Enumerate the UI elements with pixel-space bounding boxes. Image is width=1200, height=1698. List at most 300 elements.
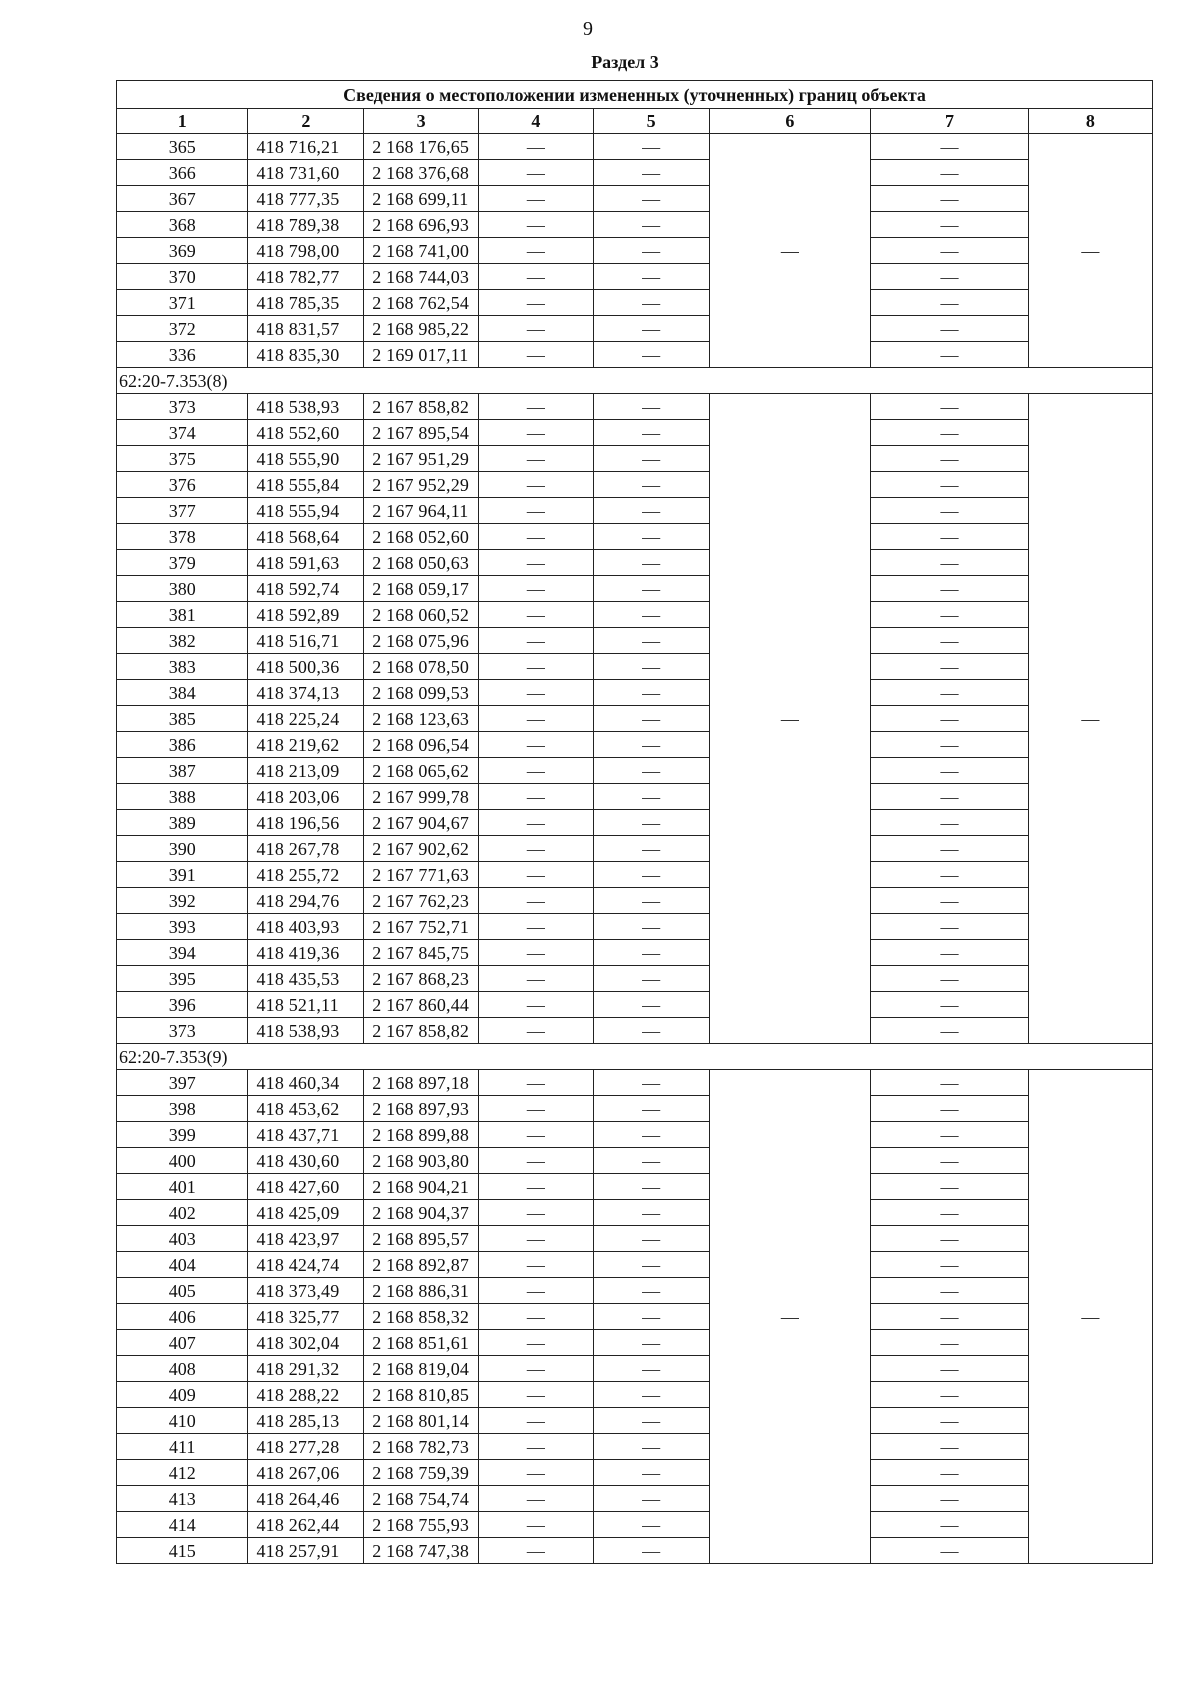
- col7-dash-cell: —: [871, 1486, 1029, 1512]
- column-number-row: [117, 109, 1153, 134]
- table-row: [117, 914, 1153, 940]
- table-row: [117, 1512, 1153, 1538]
- col4-dash-cell: —: [478, 1460, 593, 1486]
- point-number-cell: 406: [117, 1304, 248, 1330]
- col4-dash-cell: —: [478, 1278, 593, 1304]
- table-row: [117, 186, 1153, 212]
- x-coordinate-cell: 418 785,35: [248, 290, 364, 316]
- y-coordinate-cell: 2 167 858,82: [364, 1018, 479, 1044]
- y-coordinate-cell: 2 168 892,87: [364, 1252, 479, 1278]
- col7-dash-cell: —: [871, 1278, 1029, 1304]
- point-number-cell: 365: [117, 134, 248, 160]
- table-row: [117, 1096, 1153, 1122]
- col4-dash-cell: —: [478, 446, 593, 472]
- table-row: [117, 810, 1153, 836]
- x-coordinate-cell: 418 374,13: [248, 680, 364, 706]
- y-coordinate-cell: 2 167 860,44: [364, 992, 479, 1018]
- table-row: [117, 134, 1153, 160]
- col5-dash-cell: —: [593, 342, 709, 368]
- table-row: [117, 1148, 1153, 1174]
- table-row: [117, 784, 1153, 810]
- col7-dash-cell: —: [871, 680, 1029, 706]
- col5-dash-cell: —: [593, 498, 709, 524]
- col4-dash-cell: —: [478, 1304, 593, 1330]
- y-coordinate-cell: 2 168 754,74: [364, 1486, 479, 1512]
- y-coordinate-cell: 2 168 075,96: [364, 628, 479, 654]
- y-coordinate-cell: 2 168 744,03: [364, 264, 479, 290]
- y-coordinate-cell: 2 167 904,67: [364, 810, 479, 836]
- point-number-cell: 392: [117, 888, 248, 914]
- col5-dash-cell: —: [593, 212, 709, 238]
- col7-dash-cell: —: [871, 420, 1029, 446]
- y-coordinate-cell: 2 168 899,88: [364, 1122, 479, 1148]
- table-row: [117, 706, 1153, 732]
- table-row: [117, 212, 1153, 238]
- x-coordinate-cell: 418 777,35: [248, 186, 364, 212]
- y-coordinate-cell: 2 168 858,32: [364, 1304, 479, 1330]
- x-coordinate-cell: 418 267,06: [248, 1460, 364, 1486]
- col4-dash-cell: —: [478, 706, 593, 732]
- point-number-cell: 395: [117, 966, 248, 992]
- col7-dash-cell: —: [871, 1460, 1029, 1486]
- col4-dash-cell: —: [478, 1070, 593, 1096]
- column-number: 5: [593, 109, 709, 134]
- page-number: 9: [583, 18, 593, 40]
- col7-dash-cell: —: [871, 1512, 1029, 1538]
- col4-dash-cell: —: [478, 784, 593, 810]
- col4-dash-cell: —: [478, 1200, 593, 1226]
- column-number: 3: [364, 109, 479, 134]
- col7-dash-cell: —: [871, 1252, 1029, 1278]
- point-number-cell: 369: [117, 238, 248, 264]
- col7-dash-cell: —: [871, 732, 1029, 758]
- x-coordinate-cell: 418 419,36: [248, 940, 364, 966]
- col7-dash-cell: —: [871, 914, 1029, 940]
- table-caption-row: [117, 81, 1153, 109]
- x-coordinate-cell: 418 435,53: [248, 966, 364, 992]
- col4-dash-cell: —: [478, 316, 593, 342]
- point-number-cell: 383: [117, 654, 248, 680]
- col5-dash-cell: —: [593, 1538, 709, 1564]
- col5-dash-cell: —: [593, 446, 709, 472]
- col6-merged-dash-cell: —: [709, 134, 871, 368]
- x-coordinate-cell: 418 538,93: [248, 1018, 364, 1044]
- col4-dash-cell: —: [478, 862, 593, 888]
- table-row: [117, 1434, 1153, 1460]
- col4-dash-cell: —: [478, 940, 593, 966]
- y-coordinate-cell: 2 168 903,80: [364, 1148, 479, 1174]
- y-coordinate-cell: 2 168 759,39: [364, 1460, 479, 1486]
- col7-dash-cell: —: [871, 1096, 1029, 1122]
- col5-dash-cell: —: [593, 524, 709, 550]
- y-coordinate-cell: 2 168 801,14: [364, 1408, 479, 1434]
- x-coordinate-cell: 418 225,24: [248, 706, 364, 732]
- col5-dash-cell: —: [593, 602, 709, 628]
- column-number: 7: [871, 109, 1029, 134]
- x-coordinate-cell: 418 453,62: [248, 1096, 364, 1122]
- x-coordinate-cell: 418 555,90: [248, 446, 364, 472]
- point-number-cell: 399: [117, 1122, 248, 1148]
- col7-dash-cell: —: [871, 836, 1029, 862]
- col7-dash-cell: —: [871, 134, 1029, 160]
- table-row: [117, 1486, 1153, 1512]
- col5-dash-cell: —: [593, 1304, 709, 1330]
- point-number-cell: 377: [117, 498, 248, 524]
- point-number-cell: 387: [117, 758, 248, 784]
- point-number-cell: 389: [117, 810, 248, 836]
- col7-dash-cell: —: [871, 784, 1029, 810]
- col5-dash-cell: —: [593, 628, 709, 654]
- point-number-cell: 375: [117, 446, 248, 472]
- col4-dash-cell: —: [478, 342, 593, 368]
- col5-dash-cell: —: [593, 966, 709, 992]
- col4-dash-cell: —: [478, 160, 593, 186]
- group-label: 62:20-7.353(9): [117, 1044, 1153, 1070]
- col5-dash-cell: —: [593, 316, 709, 342]
- table-row: [117, 394, 1153, 420]
- point-number-cell: 393: [117, 914, 248, 940]
- point-number-cell: 373: [117, 394, 248, 420]
- y-coordinate-cell: 2 168 078,50: [364, 654, 479, 680]
- col5-dash-cell: —: [593, 784, 709, 810]
- x-coordinate-cell: 418 203,06: [248, 784, 364, 810]
- col4-dash-cell: —: [478, 524, 593, 550]
- point-number-cell: 415: [117, 1538, 248, 1564]
- col7-dash-cell: —: [871, 1356, 1029, 1382]
- y-coordinate-cell: 2 167 762,23: [364, 888, 479, 914]
- col7-dash-cell: —: [871, 1330, 1029, 1356]
- table-row: [117, 160, 1153, 186]
- col4-dash-cell: —: [478, 1356, 593, 1382]
- col4-dash-cell: —: [478, 1382, 593, 1408]
- col7-dash-cell: —: [871, 1226, 1029, 1252]
- x-coordinate-cell: 418 425,09: [248, 1200, 364, 1226]
- col4-dash-cell: —: [478, 420, 593, 446]
- column-number: 8: [1028, 109, 1152, 134]
- x-coordinate-cell: 418 716,21: [248, 134, 364, 160]
- x-coordinate-cell: 418 302,04: [248, 1330, 364, 1356]
- x-coordinate-cell: 418 213,09: [248, 758, 364, 784]
- column-number: 6: [709, 109, 871, 134]
- col5-dash-cell: —: [593, 472, 709, 498]
- point-number-cell: 378: [117, 524, 248, 550]
- col4-dash-cell: —: [478, 576, 593, 602]
- table-row: [117, 1330, 1153, 1356]
- col8-merged-dash-cell: —: [1028, 134, 1152, 368]
- table-row: [117, 472, 1153, 498]
- col4-dash-cell: —: [478, 472, 593, 498]
- column-number: 4: [478, 109, 593, 134]
- col5-dash-cell: —: [593, 1486, 709, 1512]
- x-coordinate-cell: 418 516,71: [248, 628, 364, 654]
- table-row: [117, 550, 1153, 576]
- x-coordinate-cell: 418 592,74: [248, 576, 364, 602]
- point-number-cell: 336: [117, 342, 248, 368]
- group-label: 62:20-7.353(8): [117, 368, 1153, 394]
- col7-dash-cell: —: [871, 992, 1029, 1018]
- y-coordinate-cell: 2 167 999,78: [364, 784, 479, 810]
- point-number-cell: 373: [117, 1018, 248, 1044]
- y-coordinate-cell: 2 167 895,54: [364, 420, 479, 446]
- col5-dash-cell: —: [593, 1434, 709, 1460]
- col7-dash-cell: —: [871, 1382, 1029, 1408]
- col4-dash-cell: —: [478, 1538, 593, 1564]
- col5-dash-cell: —: [593, 862, 709, 888]
- col7-dash-cell: —: [871, 316, 1029, 342]
- x-coordinate-cell: 418 782,77: [248, 264, 364, 290]
- col5-dash-cell: —: [593, 186, 709, 212]
- y-coordinate-cell: 2 168 810,85: [364, 1382, 479, 1408]
- x-coordinate-cell: 418 285,13: [248, 1408, 364, 1434]
- table-row: [117, 1278, 1153, 1304]
- x-coordinate-cell: 418 568,64: [248, 524, 364, 550]
- table-row: [117, 238, 1153, 264]
- col4-dash-cell: —: [478, 628, 593, 654]
- point-number-cell: 410: [117, 1408, 248, 1434]
- y-coordinate-cell: 2 168 985,22: [364, 316, 479, 342]
- column-number: 2: [248, 109, 364, 134]
- col4-dash-cell: —: [478, 1122, 593, 1148]
- col4-dash-cell: —: [478, 1252, 593, 1278]
- table-row: [117, 1304, 1153, 1330]
- col7-dash-cell: —: [871, 888, 1029, 914]
- x-coordinate-cell: 418 373,49: [248, 1278, 364, 1304]
- col4-dash-cell: —: [478, 1096, 593, 1122]
- point-number-cell: 398: [117, 1096, 248, 1122]
- col7-dash-cell: —: [871, 1408, 1029, 1434]
- col4-dash-cell: —: [478, 212, 593, 238]
- x-coordinate-cell: 418 424,74: [248, 1252, 364, 1278]
- col7-dash-cell: —: [871, 212, 1029, 238]
- point-number-cell: 391: [117, 862, 248, 888]
- table-row: [117, 524, 1153, 550]
- col5-dash-cell: —: [593, 134, 709, 160]
- point-number-cell: 413: [117, 1486, 248, 1512]
- point-number-cell: 405: [117, 1278, 248, 1304]
- point-number-cell: 396: [117, 992, 248, 1018]
- y-coordinate-cell: 2 168 897,18: [364, 1070, 479, 1096]
- y-coordinate-cell: 2 168 762,54: [364, 290, 479, 316]
- col7-dash-cell: —: [871, 1122, 1029, 1148]
- col7-dash-cell: —: [871, 498, 1029, 524]
- y-coordinate-cell: 2 168 699,11: [364, 186, 479, 212]
- y-coordinate-cell: 2 167 752,71: [364, 914, 479, 940]
- col7-dash-cell: —: [871, 1434, 1029, 1460]
- table-row: [117, 1538, 1153, 1564]
- column-number: 1: [117, 109, 248, 134]
- col7-dash-cell: —: [871, 1148, 1029, 1174]
- col5-dash-cell: —: [593, 1252, 709, 1278]
- x-coordinate-cell: 418 521,11: [248, 992, 364, 1018]
- col5-dash-cell: —: [593, 1200, 709, 1226]
- table-row: [117, 1382, 1153, 1408]
- col8-merged-dash-cell: —: [1028, 394, 1152, 1044]
- col7-dash-cell: —: [871, 1304, 1029, 1330]
- col7-dash-cell: —: [871, 290, 1029, 316]
- section-title: Раздел 3: [591, 52, 659, 72]
- col7-dash-cell: —: [871, 342, 1029, 368]
- y-coordinate-cell: 2 168 052,60: [364, 524, 479, 550]
- x-coordinate-cell: 418 538,93: [248, 394, 364, 420]
- col5-dash-cell: —: [593, 940, 709, 966]
- x-coordinate-cell: 418 798,00: [248, 238, 364, 264]
- col4-dash-cell: —: [478, 1174, 593, 1200]
- y-coordinate-cell: 2 168 123,63: [364, 706, 479, 732]
- x-coordinate-cell: 418 294,76: [248, 888, 364, 914]
- x-coordinate-cell: 418 831,57: [248, 316, 364, 342]
- x-coordinate-cell: 418 460,34: [248, 1070, 364, 1096]
- point-number-cell: 382: [117, 628, 248, 654]
- y-coordinate-cell: 2 168 099,53: [364, 680, 479, 706]
- col4-dash-cell: —: [478, 810, 593, 836]
- col7-dash-cell: —: [871, 550, 1029, 576]
- group-label-row: [117, 1044, 1153, 1070]
- col5-dash-cell: —: [593, 758, 709, 784]
- col5-dash-cell: —: [593, 1148, 709, 1174]
- col5-dash-cell: —: [593, 654, 709, 680]
- col4-dash-cell: —: [478, 550, 593, 576]
- table-row: [117, 1408, 1153, 1434]
- table-row: [117, 316, 1153, 342]
- col5-dash-cell: —: [593, 1122, 709, 1148]
- x-coordinate-cell: 418 262,44: [248, 1512, 364, 1538]
- col4-dash-cell: —: [478, 498, 593, 524]
- x-coordinate-cell: 418 835,30: [248, 342, 364, 368]
- col7-dash-cell: —: [871, 186, 1029, 212]
- point-number-cell: 370: [117, 264, 248, 290]
- col4-dash-cell: —: [478, 758, 593, 784]
- col5-dash-cell: —: [593, 1278, 709, 1304]
- col5-dash-cell: —: [593, 732, 709, 758]
- table-row: [117, 1356, 1153, 1382]
- col5-dash-cell: —: [593, 576, 709, 602]
- table-row: [117, 1460, 1153, 1486]
- col7-dash-cell: —: [871, 758, 1029, 784]
- y-coordinate-cell: 2 168 050,63: [364, 550, 479, 576]
- y-coordinate-cell: 2 168 741,00: [364, 238, 479, 264]
- table-row: [117, 940, 1153, 966]
- col7-dash-cell: —: [871, 706, 1029, 732]
- table-row: [117, 732, 1153, 758]
- y-coordinate-cell: 2 168 060,52: [364, 602, 479, 628]
- y-coordinate-cell: 2 168 096,54: [364, 732, 479, 758]
- y-coordinate-cell: 2 168 176,65: [364, 134, 479, 160]
- x-coordinate-cell: 418 555,94: [248, 498, 364, 524]
- col4-dash-cell: —: [478, 654, 593, 680]
- col7-dash-cell: —: [871, 238, 1029, 264]
- col5-dash-cell: —: [593, 1070, 709, 1096]
- table-row: [117, 758, 1153, 784]
- col8-merged-dash-cell: —: [1028, 1070, 1152, 1564]
- x-coordinate-cell: 418 267,78: [248, 836, 364, 862]
- table-row: [117, 1200, 1153, 1226]
- col4-dash-cell: —: [478, 290, 593, 316]
- col4-dash-cell: —: [478, 732, 593, 758]
- y-coordinate-cell: 2 168 895,57: [364, 1226, 479, 1252]
- col5-dash-cell: —: [593, 1174, 709, 1200]
- y-coordinate-cell: 2 167 952,29: [364, 472, 479, 498]
- col4-dash-cell: —: [478, 836, 593, 862]
- x-coordinate-cell: 418 552,60: [248, 420, 364, 446]
- col4-dash-cell: —: [478, 1226, 593, 1252]
- col4-dash-cell: —: [478, 914, 593, 940]
- y-coordinate-cell: 2 168 897,93: [364, 1096, 479, 1122]
- point-number-cell: 397: [117, 1070, 248, 1096]
- table-row: [117, 966, 1153, 992]
- x-coordinate-cell: 418 423,97: [248, 1226, 364, 1252]
- x-coordinate-cell: 418 430,60: [248, 1148, 364, 1174]
- x-coordinate-cell: 418 731,60: [248, 160, 364, 186]
- col5-dash-cell: —: [593, 1018, 709, 1044]
- y-coordinate-cell: 2 167 951,29: [364, 446, 479, 472]
- y-coordinate-cell: 2 168 851,61: [364, 1330, 479, 1356]
- x-coordinate-cell: 418 264,46: [248, 1486, 364, 1512]
- y-coordinate-cell: 2 168 065,62: [364, 758, 479, 784]
- x-coordinate-cell: 418 257,91: [248, 1538, 364, 1564]
- col7-dash-cell: —: [871, 810, 1029, 836]
- x-coordinate-cell: 418 255,72: [248, 862, 364, 888]
- col6-merged-dash-cell: —: [709, 394, 871, 1044]
- col5-dash-cell: —: [593, 706, 709, 732]
- y-coordinate-cell: 2 168 904,21: [364, 1174, 479, 1200]
- col4-dash-cell: —: [478, 238, 593, 264]
- point-number-cell: 384: [117, 680, 248, 706]
- col4-dash-cell: —: [478, 1512, 593, 1538]
- col7-dash-cell: —: [871, 602, 1029, 628]
- col5-dash-cell: —: [593, 992, 709, 1018]
- col7-dash-cell: —: [871, 576, 1029, 602]
- table-row: [117, 628, 1153, 654]
- x-coordinate-cell: 418 437,71: [248, 1122, 364, 1148]
- y-coordinate-cell: 2 167 845,75: [364, 940, 479, 966]
- y-coordinate-cell: 2 168 886,31: [364, 1278, 479, 1304]
- table-row: [117, 654, 1153, 680]
- col7-dash-cell: —: [871, 446, 1029, 472]
- point-number-cell: 412: [117, 1460, 248, 1486]
- col7-dash-cell: —: [871, 628, 1029, 654]
- col4-dash-cell: —: [478, 1330, 593, 1356]
- point-number-cell: 367: [117, 186, 248, 212]
- table-row: [117, 446, 1153, 472]
- col4-dash-cell: —: [478, 186, 593, 212]
- table-row: [117, 1252, 1153, 1278]
- col4-dash-cell: —: [478, 602, 593, 628]
- col5-dash-cell: —: [593, 1226, 709, 1252]
- col6-merged-dash-cell: —: [709, 1070, 871, 1564]
- y-coordinate-cell: 2 168 904,37: [364, 1200, 479, 1226]
- y-coordinate-cell: 2 167 902,62: [364, 836, 479, 862]
- x-coordinate-cell: 418 325,77: [248, 1304, 364, 1330]
- x-coordinate-cell: 418 555,84: [248, 472, 364, 498]
- col4-dash-cell: —: [478, 1018, 593, 1044]
- col7-dash-cell: —: [871, 862, 1029, 888]
- col7-dash-cell: —: [871, 1200, 1029, 1226]
- point-number-cell: 414: [117, 1512, 248, 1538]
- coordinates-table: [116, 80, 1153, 1564]
- col7-dash-cell: —: [871, 654, 1029, 680]
- col7-dash-cell: —: [871, 966, 1029, 992]
- col5-dash-cell: —: [593, 394, 709, 420]
- table-body: [117, 81, 1153, 1564]
- point-number-cell: 401: [117, 1174, 248, 1200]
- col5-dash-cell: —: [593, 680, 709, 706]
- table-row: [117, 576, 1153, 602]
- point-number-cell: 390: [117, 836, 248, 862]
- table-row: [117, 290, 1153, 316]
- col5-dash-cell: —: [593, 1512, 709, 1538]
- x-coordinate-cell: 418 291,32: [248, 1356, 364, 1382]
- table-row: [117, 342, 1153, 368]
